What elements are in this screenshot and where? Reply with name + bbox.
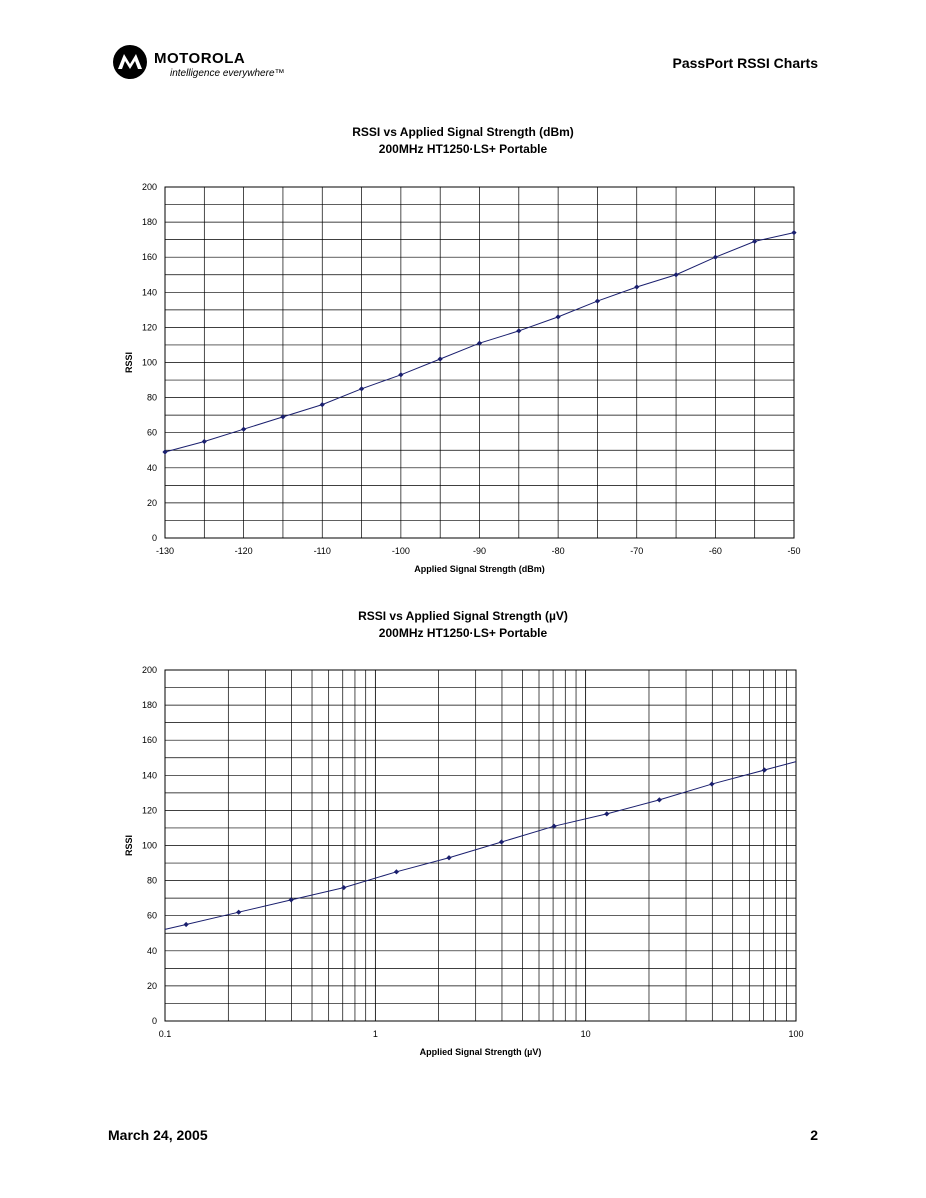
chart0-y-tick-label: 180 [141, 217, 157, 228]
chart0-y-tick-label: 140 [141, 287, 157, 298]
chart1-y-tick-label: 80 [146, 875, 157, 886]
chart0-x-axis-label: Applied Signal Strength (dBm) [414, 564, 545, 574]
chart0-x-tick-label: -130 [155, 546, 175, 556]
chart0-y-tick-label: 80 [146, 392, 157, 403]
chart1-data-point [341, 885, 346, 890]
chart0-x-tick-label: -50 [787, 546, 801, 556]
chart1-y-tick-label: 60 [146, 910, 157, 921]
chart0-y-tick-label: 200 [141, 182, 157, 192]
chart1-y-axis-label: RSSI [124, 834, 134, 857]
chart2-title: RSSI vs Applied Signal Strength (µV) [358, 609, 568, 623]
chart0-x-tick-label: -80 [551, 546, 565, 556]
chart0-y-tick-label: 160 [141, 252, 157, 263]
chart1-title: RSSI vs Applied Signal Strength (dBm) [352, 125, 574, 139]
chart1-y-tick-label: 200 [141, 665, 157, 675]
footer-date: March 24, 2005 [108, 1127, 208, 1143]
chart1-data-point [236, 910, 241, 915]
chart0-x-tick-label: -90 [472, 546, 487, 556]
chart1-x-axis-label: Applied Signal Strength (µV) [419, 1047, 542, 1057]
chart1-y-tick-label: 180 [141, 700, 157, 711]
chart1-data-point [604, 811, 609, 816]
chart1-x-tick-label: 100 [788, 1029, 804, 1039]
chart1-y-tick-label: 140 [141, 770, 157, 781]
chart1-data-point [184, 922, 189, 927]
chart0-y-tick-label: 120 [141, 322, 157, 333]
chart1-x-tick-label: 10 [580, 1029, 591, 1039]
chart1-y-tick-label: 0 [151, 1016, 157, 1026]
chart1-subtitle: 200MHz HT1250·LS+ Portable [378, 142, 548, 156]
chart0-x-tick-label: -60 [708, 546, 722, 556]
chart1-y-tick-label: 20 [146, 980, 157, 991]
chart0-y-axis-label: RSSI [124, 351, 134, 374]
chart1-y-tick-label: 40 [146, 945, 157, 956]
chart0-x-tick-label: -120 [234, 546, 253, 556]
chart0-x-tick-label: -100 [391, 546, 410, 556]
chart1-data-point [657, 797, 662, 802]
chart0-y-tick-label: 20 [146, 497, 157, 508]
chart1-x-tick-label: 1 [372, 1029, 378, 1039]
chart1-y-tick-label: 160 [141, 735, 157, 746]
chart2-subtitle: 200MHz HT1250·LS+ Portable [378, 626, 548, 640]
chart0-y-tick-label: 0 [151, 533, 157, 543]
logo-tagline: intelligence everywhere™ [170, 68, 285, 79]
chart1-data-point [499, 839, 504, 844]
chart0-x-tick-label: -110 [313, 546, 331, 556]
chart1-x-tick-label: 0.1 [158, 1029, 172, 1039]
chart1-data-point [709, 781, 714, 786]
chart0-y-tick-label: 100 [141, 357, 157, 368]
chart0-y-tick-label: 40 [146, 462, 157, 473]
page-number: 2 [810, 1127, 818, 1143]
document-title: PassPort RSSI Charts [672, 55, 818, 71]
logo-wordmark: MOTOROLA [154, 50, 246, 67]
chart1-data-point [394, 869, 399, 874]
chart0-y-tick-label: 60 [146, 427, 157, 438]
chart1-data-point [762, 767, 767, 772]
chart1-data-point [446, 855, 451, 860]
chart1-y-tick-label: 120 [141, 805, 157, 816]
chart0-x-tick-label: -70 [630, 546, 644, 556]
chart1-y-tick-label: 100 [141, 840, 157, 851]
